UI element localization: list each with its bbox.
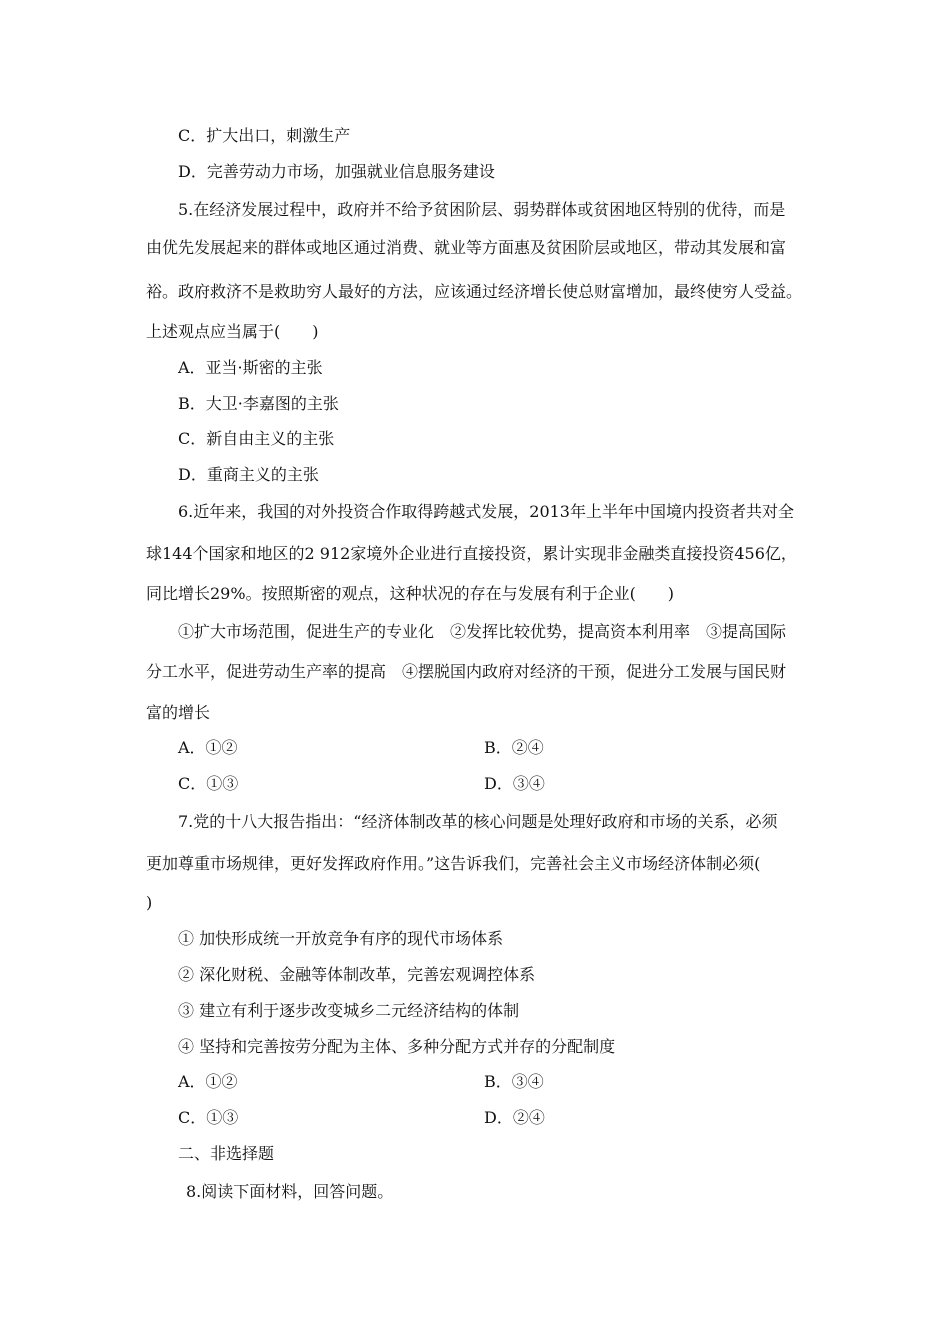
section-heading: 二、非选择题: [178, 1144, 275, 1163]
q6-choices-line-1: ①扩大市场范围，促进生产的专业化 ②发挥比较优势，提高资本利用率 ③提高国际: [178, 622, 787, 641]
q7-option-a: A．①②: [178, 1072, 238, 1091]
q6-choices-line-3: 富的增长: [146, 703, 211, 722]
q7-stem-line-1: 7.党的十八大报告指出：“经济体制改革的核心问题是处理好政府和市场的关系，必须: [178, 812, 778, 831]
q5-stem-line-1: 5.在经济发展过程中，政府并不给予贫困阶层、弱势群体或贫困地区特别的优待，而是: [178, 200, 786, 219]
q7-option-b: B．③④: [484, 1072, 544, 1091]
q5-option-b: B．大卫·李嘉图的主张: [178, 394, 339, 413]
q7-item-3: ③ 建立有利于逐步改变城乡二元经济结构的体制: [178, 1001, 520, 1020]
q7-item-2: ② 深化财税、金融等体制改革，完善宏观调控体系: [178, 965, 536, 984]
q5-option-c: C．新自由主义的主张: [178, 429, 335, 448]
q6-choices-line-2: 分工水平，促进劳动生产率的提高 ④摆脱国内政府对经济的干预，促进分工发展与国民财: [146, 662, 787, 681]
q8-stem: 8.阅读下面材料，回答问题。: [186, 1182, 394, 1201]
q5-stem-line-3: 裕。政府救济不是救助穷人最好的方法，应该通过经济增长使总财富增加，最终使穷人受益。: [146, 282, 803, 301]
q6-option-a: A．①②: [178, 738, 238, 757]
q5-option-a: A．亚当·斯密的主张: [178, 358, 323, 377]
q6-stem-line-1: 6.近年来，我国的对外投资合作取得跨越式发展，2013年上半年中国境内投资者共对全: [178, 502, 794, 521]
q7-item-1: ① 加快形成统一开放竞争有序的现代市场体系: [178, 929, 504, 948]
q4-option-c: C．扩大出口，刺激生产: [178, 126, 351, 145]
q6-option-d: D．③④: [484, 774, 545, 793]
q6-stem-line-2: 球144个国家和地区的2 912家境外企业进行直接投资，累计实现非金融类直接投资456亿，: [146, 544, 797, 563]
q6-option-b: B．②④: [484, 738, 544, 757]
q7-stem-line-3: ): [146, 893, 153, 912]
q7-option-c: C．①③: [178, 1108, 239, 1127]
q5-option-d: D．重商主义的主张: [178, 465, 319, 484]
q6-stem-line-3: 同比增长29%。按照斯密的观点，这种状况的存在与发展有利于企业( ): [146, 584, 675, 603]
q4-option-d: D．完善劳动力市场，加强就业信息服务建设: [178, 162, 495, 181]
q6-option-c: C．①③: [178, 774, 239, 793]
q5-stem-line-2: 由优先发展起来的群体或地区通过消费、就业等方面惠及贫困阶层或地区，带动其发展和富: [146, 238, 787, 257]
q7-item-4: ④ 坚持和完善按劳分配为主体、多种分配方式并存的分配制度: [178, 1037, 616, 1056]
q5-stem-line-4: 上述观点应当属于( ): [146, 322, 319, 341]
q7-stem-line-2: 更加尊重市场规律，更好发挥政府作用。”这告诉我们，完善社会主义市场经济体制必须(: [146, 854, 761, 873]
q7-option-d: D．②④: [484, 1108, 545, 1127]
